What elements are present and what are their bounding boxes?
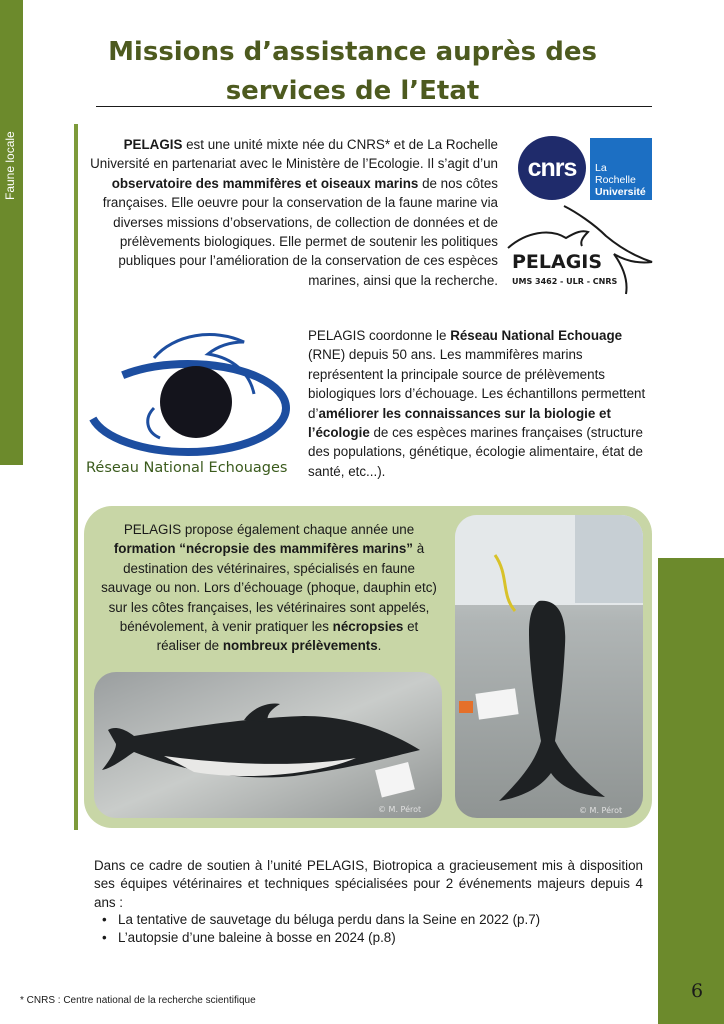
list-item: • L’autopsie d’une baleine à bosse en 2024 (p.8) [100, 929, 640, 947]
pelagis-logo-subtext: UMS 3462 - ULR - CNRS [512, 277, 618, 286]
intro-bold-observatoire: observatoire des mammifères et oiseaux marins [111, 175, 419, 191]
formation-bold-necropsies: nécropsies [332, 619, 404, 635]
intro-text-1: est une unité mixte née du CNRS* et de La Rochelle Université en partenariat avec le Ministère de l’Ecologie. Il s’agit d’un [90, 137, 498, 172]
title-line-2: services de l’Etat [225, 76, 480, 106]
orange-glove [459, 701, 473, 713]
list-item: • La tentative de sauvetage du béluga perdu dans la Seine en 2022 (p.7) [100, 911, 640, 929]
la-rochelle-line-1: La Rochelle [595, 162, 636, 186]
intro-text-2: de nos côtes françaises. Elle oeuvre pour la conservation de la faune marine via diverses missions d’observations, de collection de données et de prélèvements biologiques. Elle permet de soutenir les politiques publiques pour l’amélioration de la conservation de ces espèces marines, ainsi que la recherche. [102, 175, 498, 288]
dolphin-necropsy-photo [94, 672, 442, 818]
formation-text-3: et réaliser de [156, 619, 419, 654]
cnrs-logo [518, 136, 586, 200]
formation-text-2: à destination des vétérinaires, spécialisés en faune sauvage ou non. Lors d’échouage (phoque, dauphin etc) sur les côtes françaises, les vétérinaires sont appelés, bénévolement, à venir pratiquer les [101, 541, 437, 635]
formation-bold-prelevements: nombreux prélèvements [222, 638, 378, 654]
rne-bold-reseau: Réseau National Echouage [450, 328, 623, 343]
conclusion-paragraph: Dans ce cadre de soutien à l’unité PELAGIS, Biotropica a gracieusement mis à disposition ses équipes vétérinaires et techniques spécialisées pour 2 événements majeurs depuis 4 ans : [94, 858, 643, 910]
footnote: * CNRS : Centre national de la recherche scientifique [20, 995, 256, 1006]
rne-text-3: de ces espèces marines françaises (structure des populations, génétique, écologie alimentaire, état de santé, etc...). [308, 425, 644, 479]
page-title [90, 33, 615, 111]
right-side-band [658, 558, 724, 1024]
intro-paragraph [90, 135, 498, 290]
rne-bold-connaissances: améliorer les connaissances sur la biologie et l’écologie [308, 405, 611, 441]
la-rochelle-universite-logo [590, 138, 652, 200]
reseau-national-echouages-logo [84, 328, 298, 480]
photo-credit-2: © M. Pérot [579, 806, 623, 815]
dolphin-tail-illustration [455, 515, 643, 818]
rne-text-2: (RNE) depuis 50 ans. Les mammifères marins représentent la principale source de prélèvements biologiques lors d’échouage. Les échantillons permettent d’ [308, 347, 646, 421]
pelagis-logo [506, 202, 658, 298]
label-card [475, 688, 518, 719]
section-label: Faune locale [3, 131, 17, 200]
rne-paragraph [308, 326, 652, 481]
accent-vertical-bar [74, 124, 78, 830]
room-door [575, 515, 643, 603]
formation-paragraph [96, 520, 442, 656]
dolphin-tail-photo [455, 515, 643, 818]
intro-bold-pelagis: PELAGIS [123, 137, 183, 152]
formation-text-1: PELAGIS propose également chaque année une [123, 522, 415, 537]
rne-tail-shape [148, 408, 160, 438]
formation-bold-title: formation “nécropsie des mammifères marins” [113, 541, 413, 557]
dolphin-table-illustration [94, 672, 442, 818]
left-side-band [0, 0, 23, 465]
rne-dark-globe [160, 366, 232, 438]
title-divider [96, 106, 652, 107]
pelagis-logo-text: PELAGIS [512, 251, 603, 273]
events-list [100, 911, 640, 948]
title-line-1: Missions d’assistance auprès des [108, 37, 597, 67]
page-number: 6 [690, 980, 704, 1002]
rne-text-1: PELAGIS coordonne le [308, 328, 451, 343]
rne-logo-text: Réseau National Echouages [86, 460, 288, 476]
pelagis-dolphin-outline [508, 231, 588, 248]
photo-credit-1: © M. Pérot [378, 805, 422, 814]
la-rochelle-line-2: Université [595, 186, 646, 198]
formation-text-4: . [377, 638, 382, 654]
cnrs-logo-text: cnrs [527, 153, 577, 182]
